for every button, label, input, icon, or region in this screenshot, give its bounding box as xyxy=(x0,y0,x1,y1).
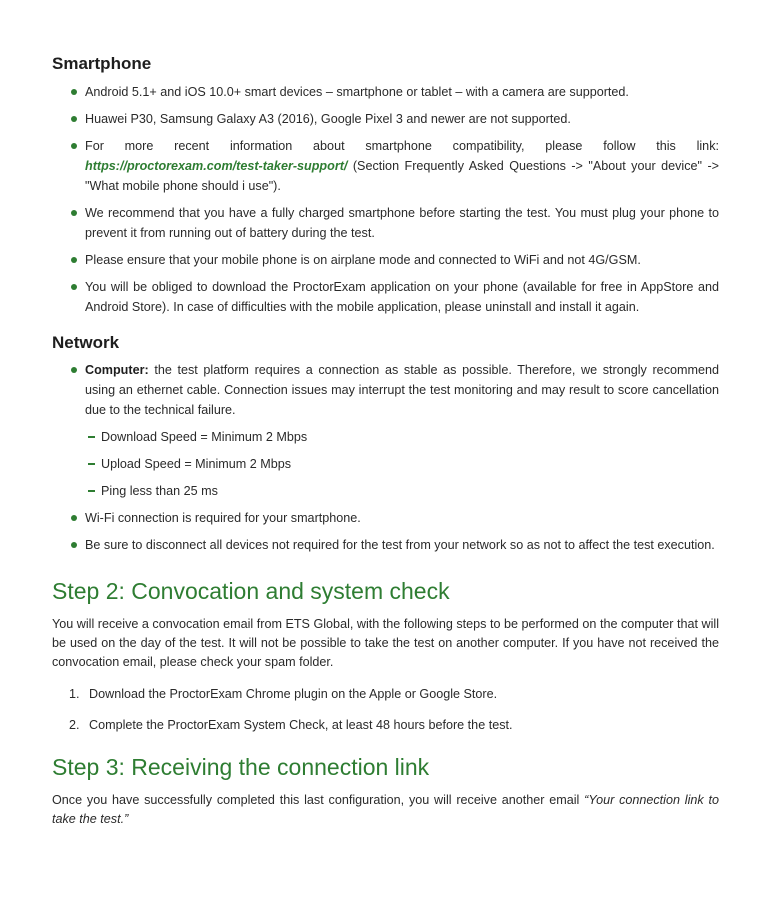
speed-text: Download Speed = Minimum 2 Mbps xyxy=(101,430,308,444)
step-number: 1. xyxy=(69,687,80,701)
speed-text: Ping less than 25 ms xyxy=(101,484,218,498)
speed-item xyxy=(52,454,719,474)
smartphone-list xyxy=(52,82,719,317)
list-item-text: Huawei P30, Samsung Galaxy A3 (2016), Google Pixel 3 and newer are not supported. xyxy=(85,112,571,126)
step3-paragraph xyxy=(52,791,719,829)
bullet-icon xyxy=(71,284,77,290)
list-item xyxy=(52,535,719,555)
step3-quote: “Your connection link to take the test.” xyxy=(52,793,719,826)
bullet-icon xyxy=(71,89,77,95)
list-item xyxy=(52,250,719,270)
bullet-icon xyxy=(71,367,77,373)
step-text: Complete the ProctorExam System Check, at least 48 hours before the test. xyxy=(89,718,513,732)
computer-text: the test platform requires a connection as stable as possible. Therefore, we strongly recommend using an ethernet cable. Connection issues may interrupt the test monitoring and may result to score cancellation due to the technical failure. xyxy=(85,363,719,417)
step-number: 2. xyxy=(69,718,80,732)
step2-list xyxy=(52,684,719,735)
bullet-icon xyxy=(71,210,77,216)
smartphone-heading: Smartphone xyxy=(52,54,152,73)
list-item xyxy=(52,203,719,243)
step-item xyxy=(52,684,719,704)
bullet-icon xyxy=(71,143,77,149)
dash-icon xyxy=(88,436,95,438)
step2-paragraph: You will receive a convocation email from ETS Global, with the following steps to be performed on the computer that will be used on the day of the test. It will not be possible to take the test on another computer. If you have not received the convocation email, please check your spam folder. xyxy=(52,617,719,669)
bullet-icon xyxy=(71,116,77,122)
list-item-text: Please ensure that your mobile phone is on airplane mode and connected to WiFi and not 4G/GSM. xyxy=(85,253,641,267)
compat-text-after: (Section Frequently Asked Questions -> "About your device" -> "What mobile phone should i use"). xyxy=(85,159,719,193)
step-item xyxy=(52,715,719,735)
speed-item xyxy=(52,427,719,447)
speed-list xyxy=(52,427,719,501)
network-list-continued xyxy=(52,508,719,555)
list-item xyxy=(52,360,719,420)
bullet-icon xyxy=(71,515,77,521)
speed-text: Upload Speed = Minimum 2 Mbps xyxy=(101,457,292,471)
list-item-text: Android 5.1+ and iOS 10.0+ smart devices – smartphone or tablet – with a camera are supported. xyxy=(85,85,629,99)
compat-text-before: For more recent information about smartphone compatibility, please follow this link: xyxy=(85,139,719,153)
bullet-icon xyxy=(71,257,77,263)
network-heading: Network xyxy=(52,333,120,352)
speed-item xyxy=(52,481,719,501)
list-item xyxy=(52,109,719,129)
computer-label: Computer: xyxy=(85,363,149,377)
step3-text: Once you have successfully completed this last configuration, you will receive another email xyxy=(52,793,585,807)
dash-icon xyxy=(88,463,95,465)
document-content xyxy=(52,54,719,829)
bullet-icon xyxy=(71,542,77,548)
dash-icon xyxy=(88,490,95,492)
list-item xyxy=(52,136,719,196)
support-link[interactable]: https://proctorexam.com/test-taker-support/ xyxy=(85,159,348,173)
step2-heading: Step 2: Convocation and system check xyxy=(52,578,450,604)
list-item-text: Be sure to disconnect all devices not required for the test from your network so as not to affect the test execution. xyxy=(85,538,715,552)
step3-heading: Step 3: Receiving the connection link xyxy=(52,754,430,780)
list-item-text: Wi-Fi connection is required for your smartphone. xyxy=(85,511,361,525)
list-item-text: You will be obliged to download the ProctorExam application on your phone (available for free in AppStore and Android Store). In case of difficulties with the mobile application, please uninstall and install it again. xyxy=(85,280,719,314)
network-list xyxy=(52,360,719,420)
list-item xyxy=(52,277,719,317)
list-item xyxy=(52,508,719,528)
list-item-text: We recommend that you have a fully charged smartphone before starting the test. You must plug your phone to prevent it from running out of battery during the test. xyxy=(85,206,719,240)
step-text: Download the ProctorExam Chrome plugin on the Apple or Google Store. xyxy=(89,687,498,701)
list-item xyxy=(52,82,719,102)
